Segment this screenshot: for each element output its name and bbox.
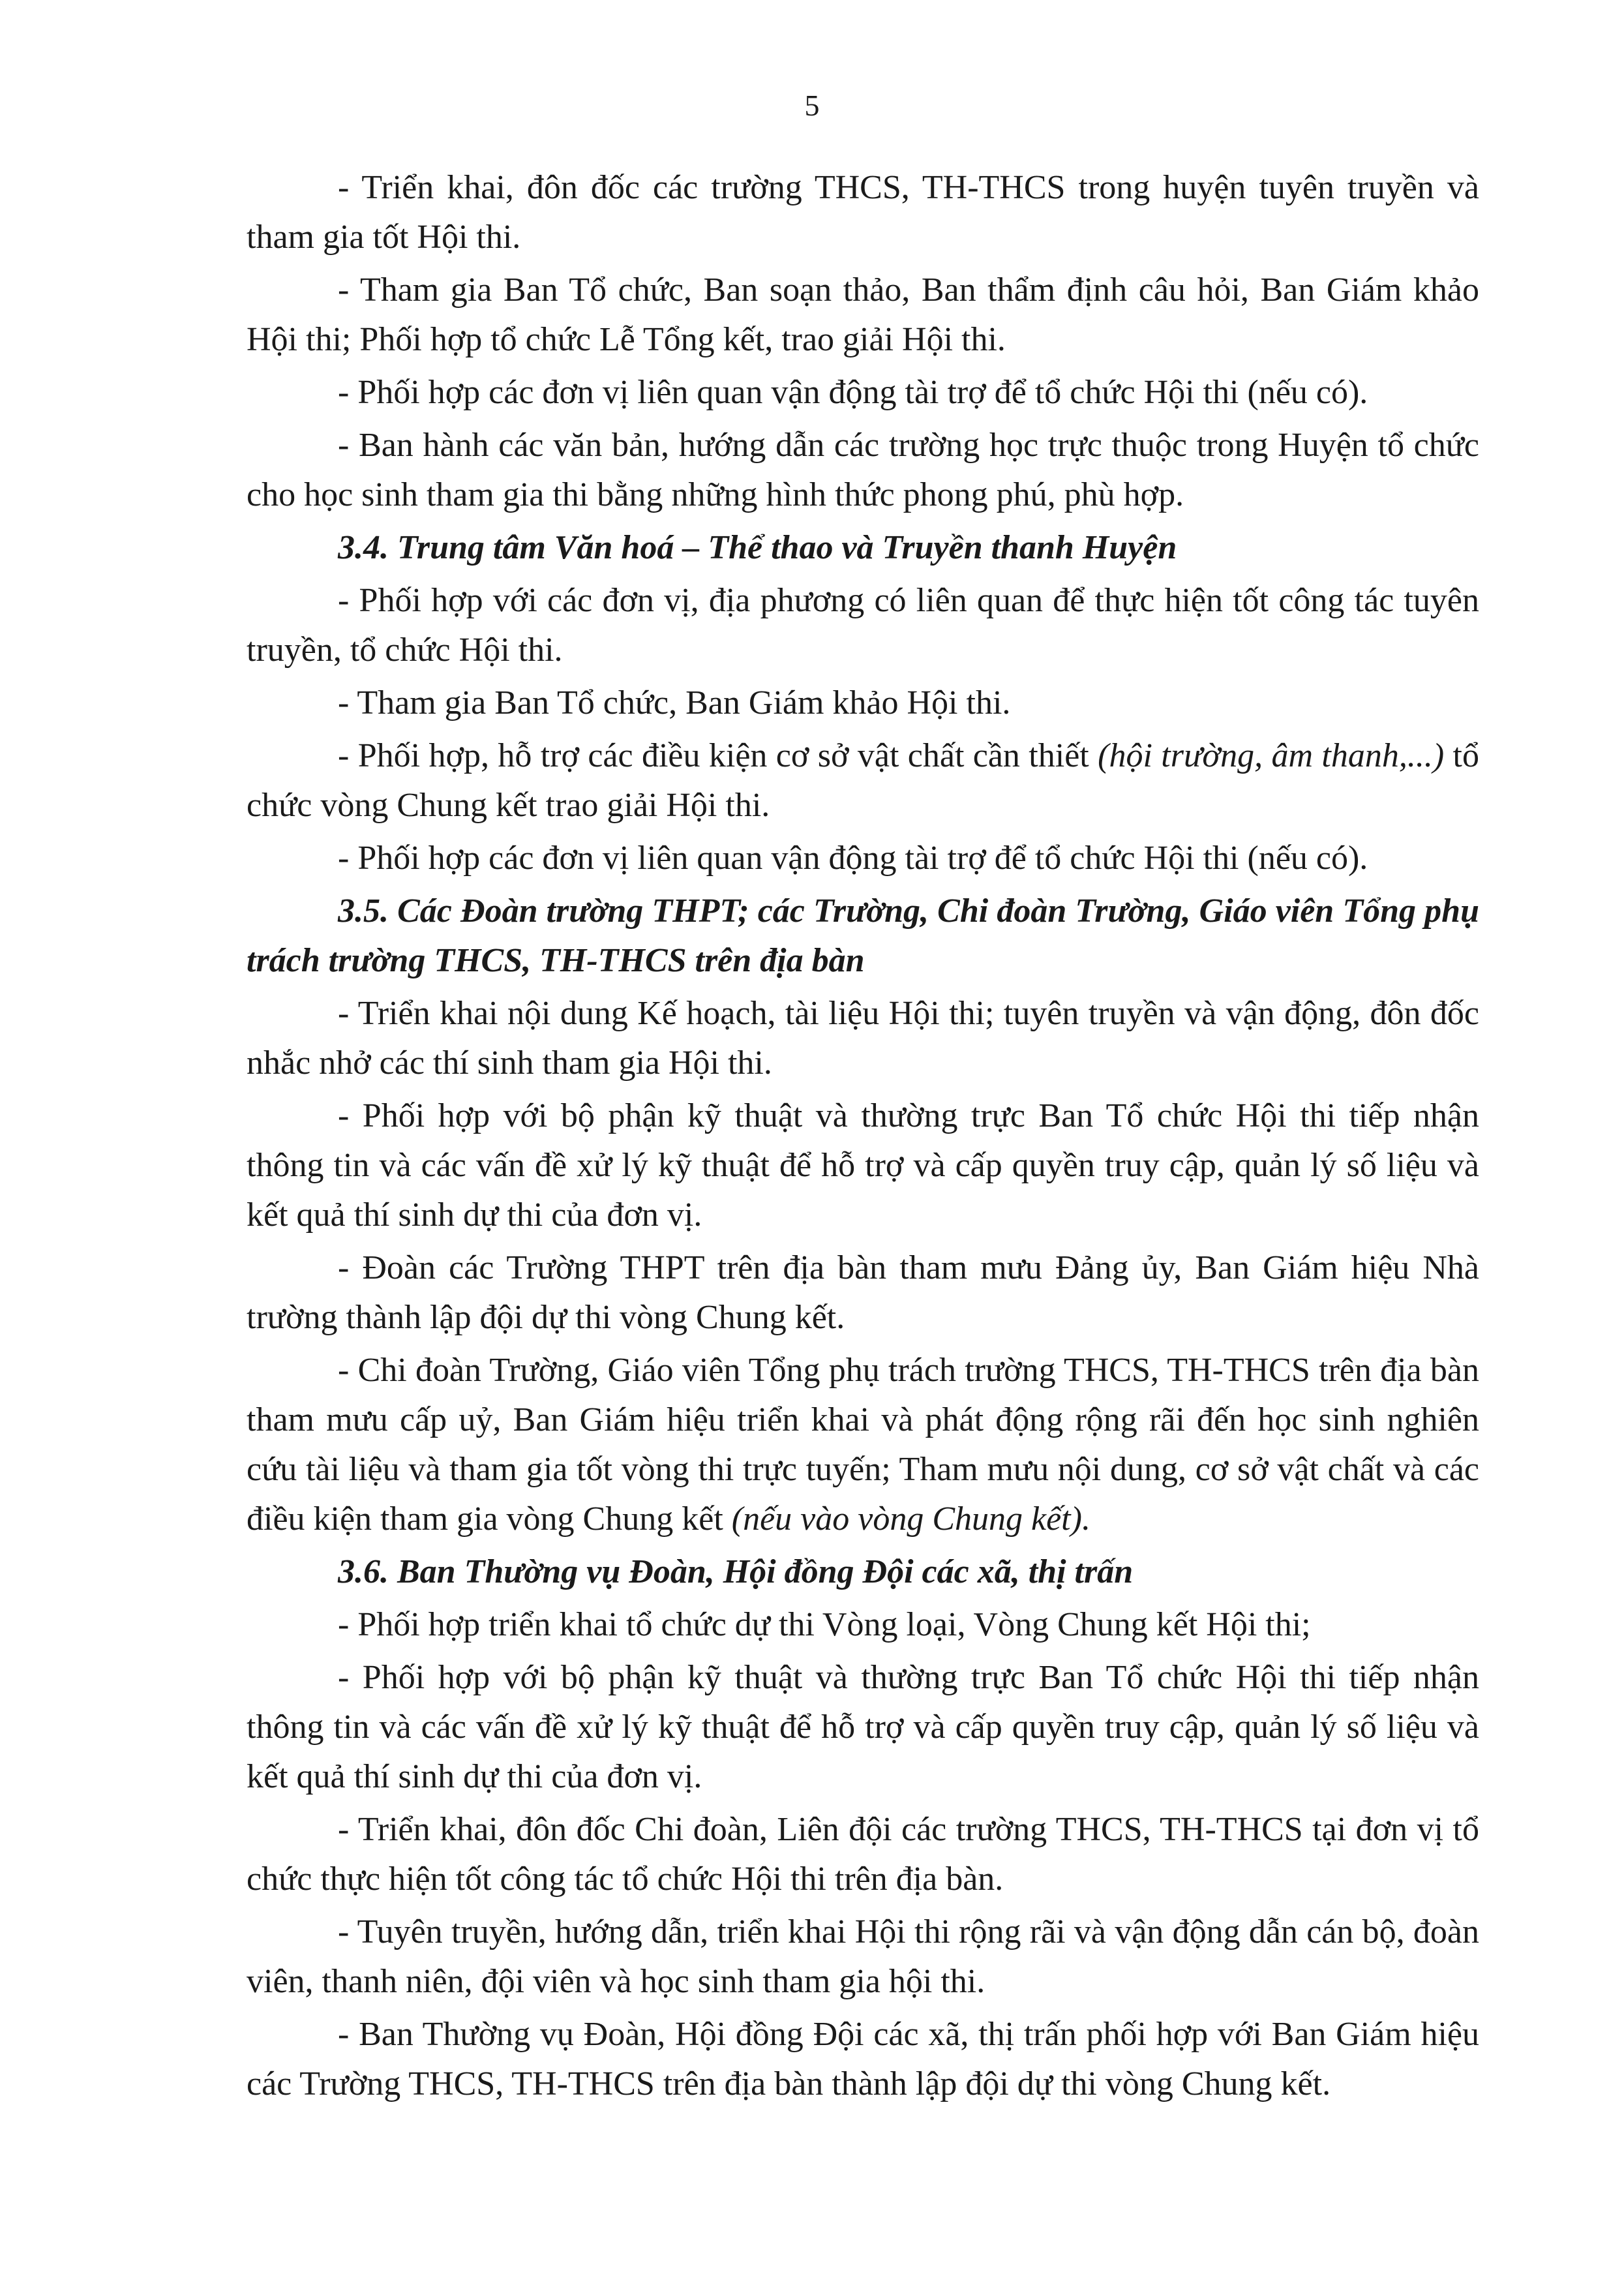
paragraph: - Phối hợp các đơn vị liên quan vận động tài trợ để tổ chức Hội thi (nếu có). [338,840,1368,877]
italic-note: (nếu vào vòng Chung kết). [731,1500,1090,1538]
paragraph: - Tham gia Ban Tổ chức, Ban soạn thảo, Ban thẩm định câu hỏi, Ban Giám khảo Hội thi; Phối hợp tổ chức Lễ Tổng kết, trao giải Hội thi. [247,271,1479,358]
paragraph [247,731,1479,830]
italic-note: (hội trường, âm thanh,...) [1098,737,1445,774]
paragraph: - Triển khai, đôn đốc các trường THCS, TH-THCS trong huyện tuyên truyền và tham gia tốt Hội thi. [247,169,1479,256]
paragraph: - Phối hợp với bộ phận kỹ thuật và thường trực Ban Tổ chức Hội thi tiếp nhận thông tin và các vấn đề xử lý kỹ thuật để hỗ trợ và cấp quyền truy cập, quản lý số liệu và kết quả thí sinh dự thi của đơn vị. [247,1097,1479,1234]
section-heading-3-4: 3.4. Trung tâm Văn hoá – Thể thao và Truyền thanh Huyện [338,529,1177,566]
section-heading-3-5: 3.5. Các Đoàn trường THPT; các Trường, Chi đoàn Trường, Giáo viên Tổng phụ trách trường THCS, TH-THCS trên địa bàn [247,892,1479,979]
paragraph: - Tuyên truyền, hướng dẫn, triển khai Hội thi rộng rãi và vận động dẫn cán bộ, đoàn viên, thanh niên, đội viên và học sinh tham gia hội thi. [247,1913,1479,2000]
page-number: 5 [804,89,820,122]
paragraph-text: tổ chức vòng Chung kết trao giải Hội thi. [247,737,1479,824]
document-body [247,163,1479,2112]
section-heading-3-6: 3.6. Ban Thường vụ Đoàn, Hội đồng Đội các xã, thị trấn [338,1553,1134,1590]
paragraph: - Phối hợp triển khai tổ chức dự thi Vòng loại, Vòng Chung kết Hội thi; [338,1606,1311,1643]
paragraph: - Đoàn các Trường THPT trên địa bàn tham mưu Đảng ủy, Ban Giám hiệu Nhà trường thành lập đội dự thi vòng Chung kết. [247,1249,1479,1336]
paragraph [247,1346,1479,1544]
paragraph: - Phối hợp với bộ phận kỹ thuật và thường trực Ban Tổ chức Hội thi tiếp nhận thông tin và các vấn đề xử lý kỹ thuật để hỗ trợ và cấp quyền truy cập, quản lý số liệu và kết quả thí sinh dự thi của đơn vị. [247,1659,1479,1795]
paragraph: - Ban Thường vụ Đoàn, Hội đồng Đội các xã, thị trấn phối hợp với Ban Giám hiệu các Trường THCS, TH-THCS trên địa bàn thành lập đội dự thi vòng Chung kết. [247,2016,1479,2102]
paragraph: - Ban hành các văn bản, hướng dẫn các trường học trực thuộc trong Huyện tổ chức cho học sinh tham gia thi bằng những hình thức phong phú, phù hợp. [247,427,1479,513]
paragraph-text: - Chi đoàn Trường, Giáo viên Tổng phụ trách trường THCS, TH-THCS trên địa bàn tham mưu cấp uỷ, Ban Giám hiệu triển khai và phát động rộng rãi đến học sinh nghiên cứu tài liệu và tham gia tốt vòng thi trực tuyến; Tham mưu nội dung, cơ sở vật chất và các điều kiện tham gia vòng Chung kết [247,1352,1479,1538]
paragraph: - Triển khai nội dung Kế hoạch, tài liệu Hội thi; tuyên truyền và vận động, đôn đốc nhắc nhở các thí sinh tham gia Hội thi. [247,995,1479,1082]
paragraph: - Tham gia Ban Tổ chức, Ban Giám khảo Hội thi. [338,684,1011,721]
paragraph: - Phối hợp với các đơn vị, địa phương có liên quan để thực hiện tốt công tác tuyên truyền, tổ chức Hội thi. [247,582,1479,669]
paragraph: - Phối hợp các đơn vị liên quan vận động tài trợ để tổ chức Hội thi (nếu có). [338,374,1368,411]
paragraph-text: - Phối hợp, hỗ trợ các điều kiện cơ sở vật chất cần thiết [338,737,1098,774]
paragraph: - Triển khai, đôn đốc Chi đoàn, Liên đội các trường THCS, TH-THCS tại đơn vị tổ chức thực hiện tốt công tác tổ chức Hội thi trên địa bàn. [247,1811,1479,1898]
